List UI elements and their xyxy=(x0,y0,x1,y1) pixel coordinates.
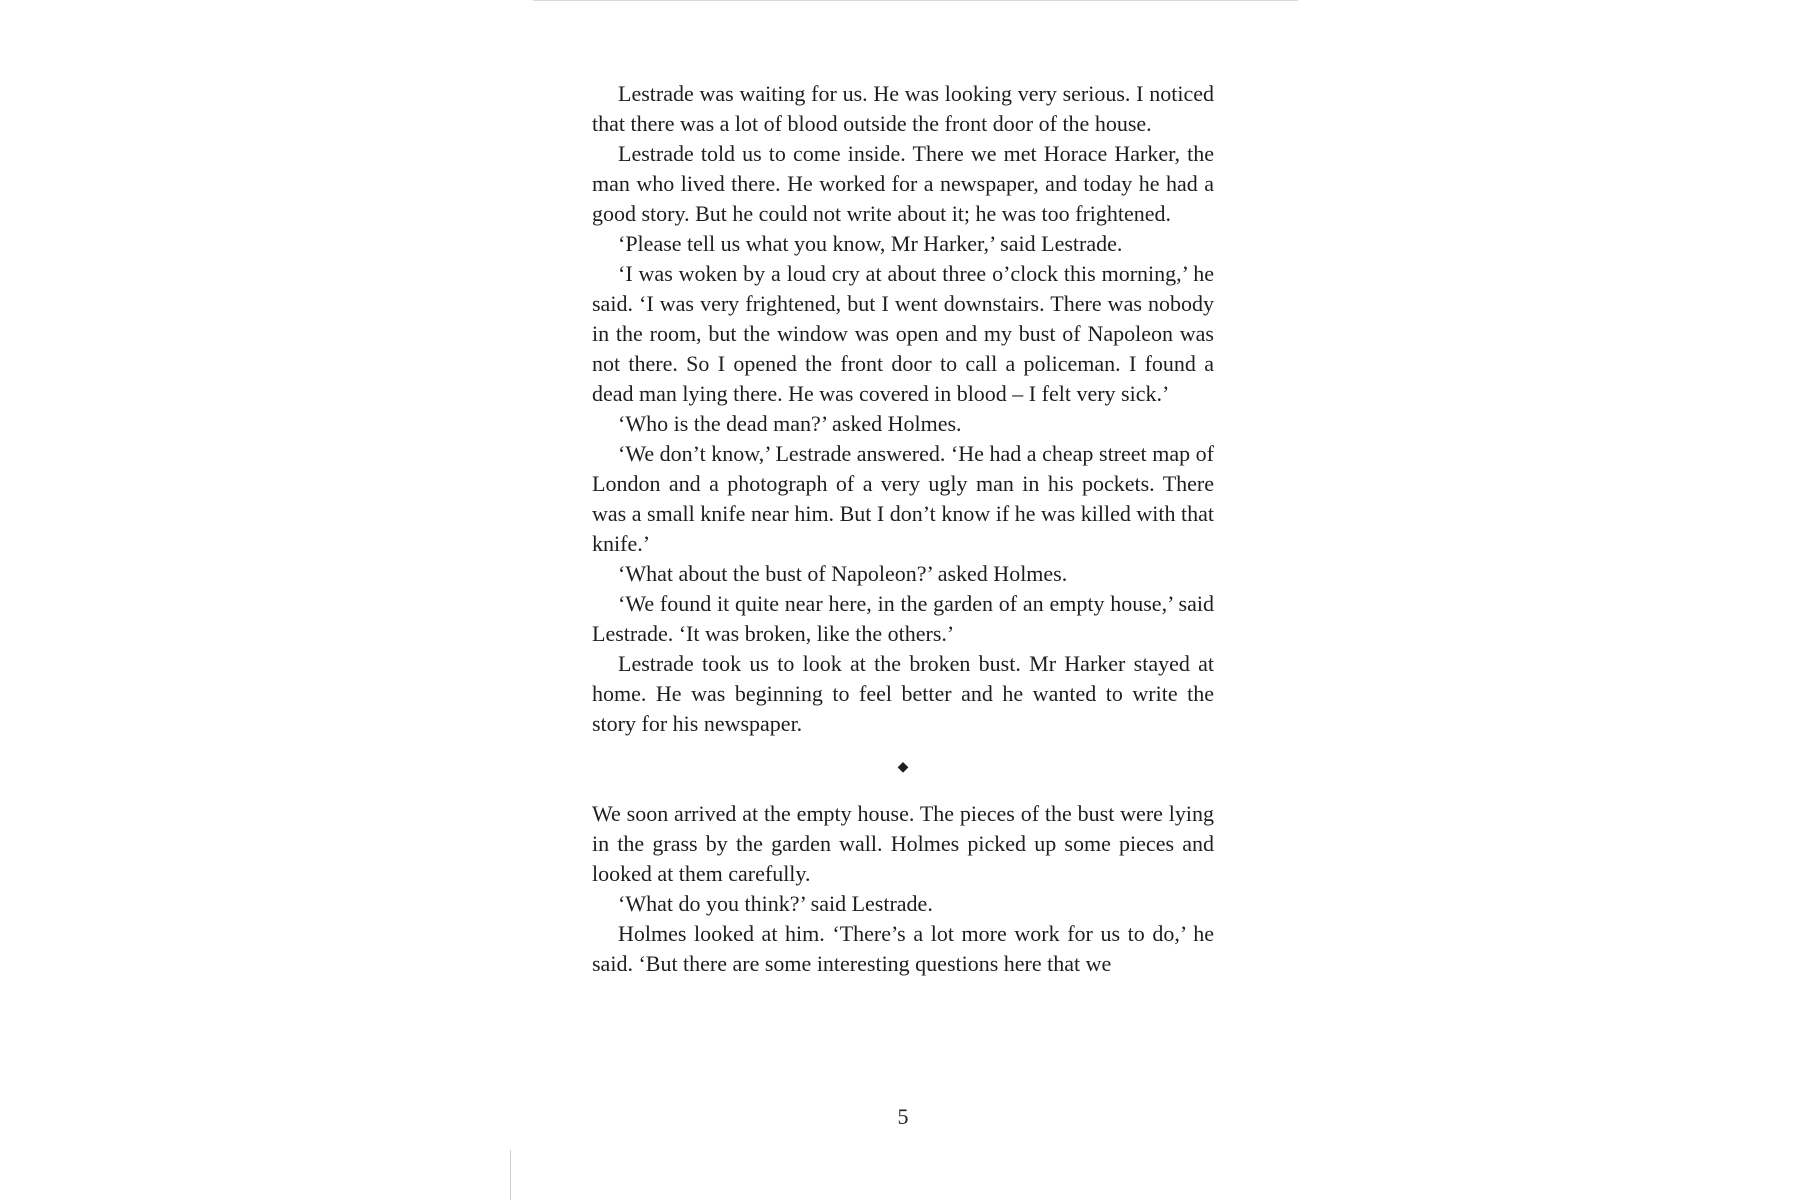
paragraph-7: ‘What about the bust of Napoleon?’ asked Holmes. xyxy=(618,561,1068,586)
page-number: 5 xyxy=(897,1104,909,1129)
paragraph-2: Lestrade told us to come inside. There we met Horace Harker, the man who lived there. He worked for a newspaper, and today he had a good story. But he could not write about it; he was too frightened. xyxy=(592,141,1214,226)
paragraph-8: ‘We found it quite near here, in the garden of an empty house,’ said Lestrade. ‘It was broken, like the others.’ xyxy=(592,591,1214,646)
paragraph-5: ‘Who is the dead man?’ asked Holmes. xyxy=(618,411,962,436)
paragraph-3: ‘Please tell us what you know, Mr Harker,’ said Lestrade. xyxy=(618,231,1123,256)
section-break-diamond-icon: ◆ xyxy=(897,760,909,775)
paragraph-6: ‘We don’t know,’ Lestrade answered. ‘He had a cheap street map of London and a photograph of a very ugly man in his pockets. There was a small knife near him. But I don’t know if he was killed with that knife.’ xyxy=(592,441,1214,556)
scan-edge-top xyxy=(533,0,1298,1)
paragraph-12: Holmes looked at him. ‘There’s a lot more work for us to do,’ he said. ‘But there are some interesting questions here that we xyxy=(592,921,1214,976)
paragraph-10: We soon arrived at the empty house. The pieces of the bust were lying in the grass by the garden wall. Holmes picked up some pieces and looked at them carefully. xyxy=(592,801,1214,886)
paragraph-9: Lestrade took us to look at the broken bust. Mr Harker stayed at home. He was beginning to feel better and he wanted to write the story for his newspaper. xyxy=(592,651,1214,736)
paragraph-11: ‘What do you think?’ said Lestrade. xyxy=(618,891,933,916)
scan-edge-left xyxy=(510,1150,511,1200)
book-page xyxy=(592,79,1214,979)
paragraph-1: Lestrade was waiting for us. He was looking very serious. I noticed that there was a lot of blood outside the front door of the house. xyxy=(592,81,1214,136)
paragraph-4: ‘I was woken by a loud cry at about three o’clock this morning,’ he said. ‘I was very frightened, but I went downstairs. There was nobody in the room, but the window was open and my bust of Napoleon was not there. So I opened the front door to call a policeman. I found a dead man lying there. He was covered in blood – I felt very sick.’ xyxy=(592,261,1214,406)
